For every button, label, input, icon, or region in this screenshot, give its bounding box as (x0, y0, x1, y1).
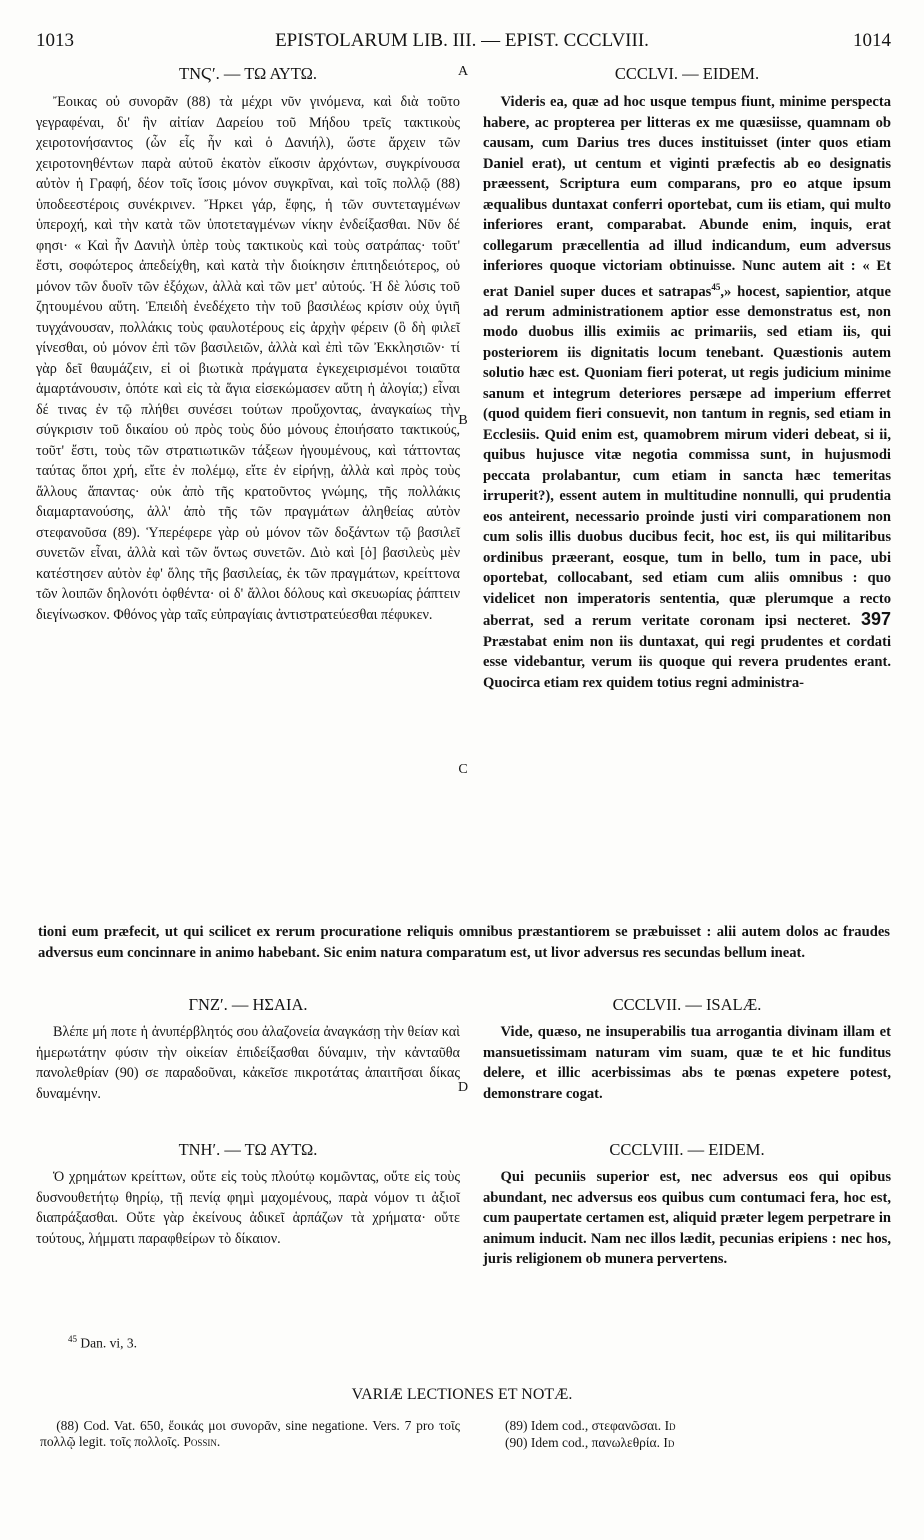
page-number-right: 1014 (853, 30, 891, 51)
margin-letter-c: C (458, 762, 468, 777)
latin-title-358: CCCLVIII. — EIDEM. (609, 1140, 765, 1159)
margin-letter-b: B (458, 413, 468, 428)
latin-text-356-part2: ,» hocest, sapientior, atque ad rerum administrationem aptior esse demonstratus est, non modo duobus illis eximiis ac primariis, sed etiam iis, qui posteriorem iis dignitatis locum tenebant. Quæstionis autem solutio hæc est. Quoniam fieri poterat, ut regis judicium minime sanum et integrum deteriores persæpe ad imperium efferret (quod quidem fieri consuevit, non tantum in regnis, sed etiam in Ecclesiis. Quid enim est, quamobrem mirum videri debeat, si ii, quibus hujusce vitæ negotia commissa sunt, in hujusmodi peccata prolabantur, cum etiam in sancta hæc temeritas irruperit?), essent autem in multitudine nonnulli, qui prudentia eos anteirent, necessario proinde justi viri comparationem non cum solis illis duobus ducibus fecit, hoc est, iis qui militaribus ordinibus præerant, eosque, tum in bello, tum in pace, ubi oportebat, collocabant, sed etiam cum aliis omnibus : quo videlicet non imperatoris sententia, quæ plerumque a recto aberrat, sed a rerum veritate coronam ipsi necteret. (483, 283, 892, 630)
greek-title-358: ΤΝΗʹ. — ΤΩ ΑΥΤΩ. (178, 1140, 318, 1159)
greek-title-356: ΤΝϚʹ. — ΤΩ ΑΥΤΩ. (179, 64, 317, 83)
footnote-ref: 45 (711, 281, 721, 292)
footnote-mark: 45 (68, 1334, 77, 1344)
notes-heading: VARIÆ LECTIONES ET NOTÆ. (351, 1386, 573, 1403)
greek-title-357: ΓΝΖʹ. — ΗΣΑΙΑ. (188, 995, 308, 1014)
note-90-text: (90) Idem cod., πανωλεθρία. (505, 1435, 660, 1450)
greek-text-358: Ὁ χρημάτων κρείττων, οὔτε εἰς τοὺς πλούτῳ κομῶντας, οὔτε εἰς τοὺς δυσνουθετήτῳ θηρίῳ, τῇ πενίᾳ φημὶ μαχομένους, παρὰ νόμον τι ἀξιοῖ διαπράξασθαι. Οὔτε γὰρ ἐκείνους ἀδικεῖ ἁρπάζων τὰ χρήματα· οὔτε τούτους, λήμματι παραφθείρων τὸ δίκαιον. (36, 1169, 460, 1247)
latin-text-356-part3: Præstabat enim non iis duntaxat, qui regi prudentes et cordati esse videbantur, verum iis quoque qui revera prudentes erant. Quocirca etiam rex quidem totius regni administra- (483, 633, 891, 691)
note-89-author: Id (664, 1418, 676, 1433)
margin-letter-d: D (457, 1080, 469, 1095)
footnote-text: Dan. vi, 3. (80, 1335, 137, 1351)
latin-title-356: CCCLVI. — EIDEM. (614, 64, 760, 83)
latin-text-356-fullwidth: tioni eum præfecit, ut qui scilicet ex rerum procuratione reliquis omnibus præstantiorem se præbuisset : alii autem dolos ac fraudes adversus eum concinnare in animo habebant. Sic enim natura comparatum est, ut livor adversus res secundas bellum ineat. (38, 924, 890, 961)
note-88-text: (88) Cod. Vat. 650, ἔοικάς μοι συνορᾶν, sine negatione. Vers. 7 pro τοῖς πολλῷ legit. τοῖς πολλοῖς. (40, 1418, 460, 1449)
note-90-author: Id (663, 1435, 675, 1450)
note-88-author: Possin. (183, 1434, 221, 1449)
latin-text-358: Qui pecuniis superior est, nec adversus eos qui opibus abundant, nec adversus eos quibus cum contumaci fera, hoc est, cum paupertate certamen est, aliquid præter legem perpetrare in animum inducit. Nam nec illos lædit, pecunias eripiens : nec hos, juris religionem ob munera pervertens. (483, 1169, 891, 1267)
running-title: EPISTOLARUM LIB. III. — EPIST. CCCLVIII. (275, 30, 649, 51)
greek-text-356: Ἔοικας οὐ συνορᾶν (88) τὰ μέχρι νῦν γινόμενα, καὶ διὰ τοῦτο γεγραφέναι, δι' ἣν αἰτίαν Δαρείου τοῦ Μήδου τρεῖς τακτικοὺς χειροτονήσαντος (ὧν εἷς ἦν καὶ ὁ Δανιήλ), ὥστε ἄρχειν τῶν χειροτονηθέντων παρὰ αὐτοῦ ἑκατὸν εἴκοσιν ἀρχόντων, συγκρίνουσα αὐτὸν ἡ Γραφή, δέον τοῖς ἴσοις μόνον συγκρῖναι, καὶ τοῖς πολλῷ (88) ὑποδεεστέροις συνέκρινεν. Ἤρκει γάρ, ἔφης, ἡ τῶν συντεταγμένων ὑπεροχή, καὶ τὴν κατὰ τῶν ὑποτεταγμένων νίκην ἐνδείξασθαι. Νῦν δέ φησι· « Καὶ ἦν Δανιὴλ ὑπὲρ τοὺς τακτικοὺς καὶ τοὺς σατράπας· τοῦτ' ἔστι, σοφώτερος ἀπεδείχθη, καὶ κατὰ τὴν διοίκησιν ἐπιτηδειότερος, οὐ μόνον τῶν δυοῖν τῶν ἐξόχων, ἀλλὰ καὶ τῶν μετ' αὐτούς. Ἡ δὲ λύσις τοῦ ζητουμένου αὕτη. Ἐπειδὴ ἐνεδέχετο τὴν τοῦ βασιλέως κρίσιν οὐχ ὑγιῆ τυγχάνουσαν, πολλάκις τοὺς φαυλοτέρους εἰς ἀρχὴν φέρειν (ὃ δὴ φιλεῖ γίνεσθαι, οὐ μόνον ἐπὶ τῶν βασιλειῶν, ἀλλὰ καὶ ἐπὶ τῶν Ἐκκλησιῶν· τί γὰρ δεῖ θαυμάζειν, εἰ οἱ βιωτικὰ πράγματα ἐγκεχειρισμένοι τοιαῦτα ἁμαρτάνουσιν, ὁπότε καὶ εἰς τὰ ἅγια εἰσεκώμασεν αὕτη ἡ ἀλογία;) εἶναι δέ τινας ἐν τῷ πλήθει συνέσει τούτων προὔχοντας, ἀναγκαίως τὴν σύγκρισιν τοῦ δικαίου οὐ πρὸς τοὺς δύο μόνους ἐποιήσατο τακτικούς, τοῦτ' ἔστι, τοὺς τῶν στρατιωτικῶν τάξεων ἡγουμένους, καὶ τάττοντας ταύτας ὅποι χρή, εἴτε ἐν πολέμῳ, εἴτε ἐν εἰρήνῃ, ἀλλὰ καὶ πρὸς τοὺς ἄλλους ἅπαντας· οὐκ ἀπὸ τῆς κρατοῦντος γνώμης, τῆς πολλάκις διαμαρτανούσης, ἀλλ' ἀπὸ τῆς τῶν πραγμάτων ἀληθείας αὐτὸν στεφανοῦσα (89). Ὑπερέφερε γὰρ οὐ μόνον τῶν δοξάντων τῷ βασιλεῖ συνετῶν εἶναι, ἀλλὰ καὶ τῶν ὄντως συνετῶν. Διὸ καὶ [ὁ] βασιλεὺς μὲν κατέστησεν αὐτὸν ἐφ' ὅλης τῆς βασιλείας, ἐκ τῶν πραγμάτων, κρείττονα τῶν λοιπῶν δηλονότι ὀφθέντα· οἱ δ' ἄλλοι δόλους καὶ σκευωρίας ῥάπτειν διεγίνωσκον. Φθόνος γὰρ ταῖς εὐπραγίαις ἀντιστρατεύεσθαι πέφυκεν. (36, 94, 460, 623)
page-number-left: 1013 (36, 30, 74, 51)
note-90 (505, 1435, 895, 1451)
note-88 (40, 1418, 460, 1450)
latin-text-356 (483, 92, 891, 693)
column-number: 397 (860, 609, 891, 630)
margin-letter-a: A (457, 64, 469, 79)
greek-text-357: Βλέπε μή ποτε ἡ ἀνυπέρβλητός σου ἀλαζονεία ἀναγκάσῃ τὴν θείαν καὶ ἡμερωτάτην φύσιν τὴν οἰκείαν ἐπιδείξασθαι δύναμιν, τὴν κἀνταῦθα πανολεθρίαν (90) σε παραδοῦναι, κἀκεῖσε πικροτάτας ἀπαιτῆσαι δίκας δυναμένην. (36, 1024, 460, 1102)
latin-text-356-part1: Videris ea, quæ ad hoc usque tempus fiunt, minime perspecta habere, ac propterea per litteras ex me quæsiisse, quamnam ob causam, cum Darius tres duces instituisset (inter quos etiam Daniel erat), ut centum et viginti præfectis ab eo designatis præessent, Scriptura eum comparans, pro eo atque ipsum æqualibus duntaxat conferri oportebat, cum iis etiam, qui multo inferiores erant, comparabat. Abunde enim, inquis, erat collegarum præcellentia ad illud indicandum, eum adversus inferiores quoque victoriam obtinuisse. Nunc autem ait : « Et erat Daniel super duces et satrapas (483, 94, 891, 300)
footnote (68, 1330, 137, 1353)
latin-text-357: Vide, quæso, ne insuperabilis tua arrogantia divinam illam et mansuetissimam naturam vim suam, quæ te et hic funditus delere, et illic acerbissimas abs te pœnas expetere potest, demonstrare cogat. (483, 1024, 891, 1102)
note-89 (505, 1418, 895, 1434)
latin-title-357: CCCLVII. — ISALÆ. (612, 995, 762, 1014)
note-89-text: (89) Idem cod., στεφανῶσαι. (505, 1418, 662, 1433)
